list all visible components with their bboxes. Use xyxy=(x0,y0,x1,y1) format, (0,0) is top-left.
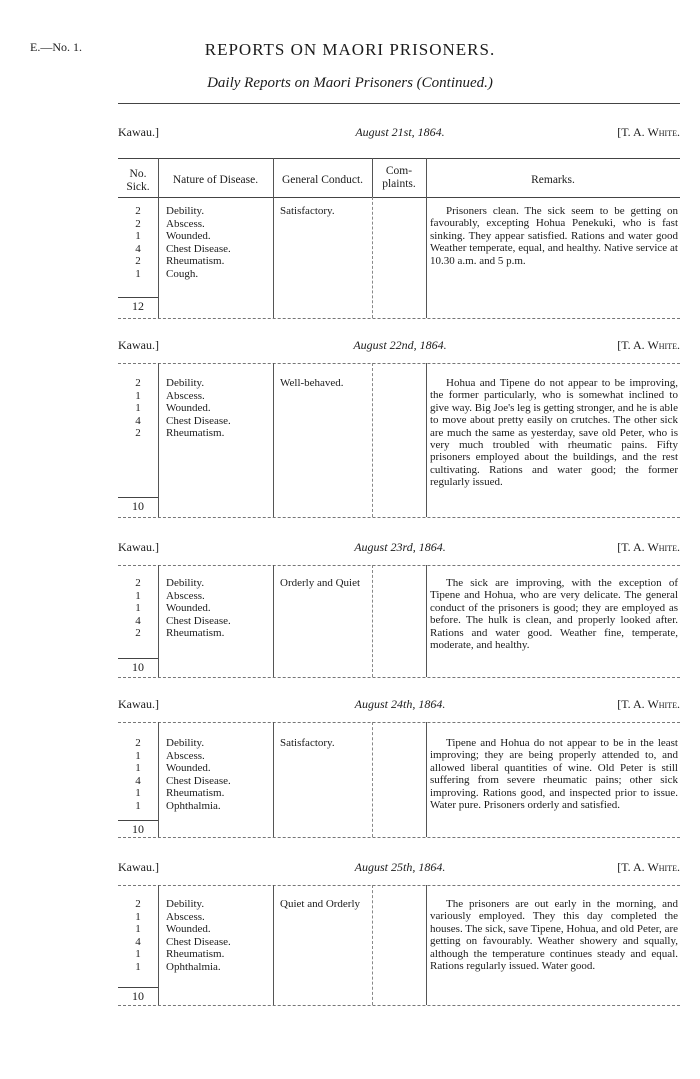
column-divider xyxy=(273,197,274,318)
total-sick-cell: 12 xyxy=(132,299,144,313)
total-rule xyxy=(118,820,158,821)
total-rule xyxy=(118,658,158,659)
page-reference: E.—No. 1. xyxy=(30,40,82,54)
disease-cell: Ophthalmia. xyxy=(166,800,221,812)
disease-cell: Rheumatism. xyxy=(166,948,225,961)
column-divider xyxy=(158,722,159,837)
report-place: Kawau.] xyxy=(118,860,159,874)
disease-cell: Debility. xyxy=(166,377,205,389)
column-divider xyxy=(426,722,427,837)
disease-cell: Rheumatism. xyxy=(166,255,225,268)
column-divider xyxy=(158,565,159,677)
sick-count-cell: 2 xyxy=(135,898,141,910)
report-bottom-rule xyxy=(118,1005,680,1006)
total-sick-cell: 10 xyxy=(132,660,144,674)
column-divider xyxy=(158,885,159,1005)
column-divider xyxy=(426,565,427,677)
remarks-cell: Tipene and Hohua do not appear to be in the least improving; they are being properly attended to, and allowed liberal quantities of wine. Old Peter is still suffering from severe rheumatic pains; other sick improving. Rations good, and inspected prior to issue. Water pure. Prisoners orderly and satisfied. xyxy=(430,737,678,812)
header-column-divider xyxy=(273,158,274,197)
report-place: Kawau.] xyxy=(118,697,159,711)
disease-cell: Abscess. xyxy=(166,217,205,230)
column-divider xyxy=(158,363,159,517)
disease-cell: Chest Disease. xyxy=(166,614,231,627)
column-header-complaints: Com- plaints. xyxy=(382,165,416,190)
disease-cell: Abscess. xyxy=(166,910,205,923)
report-officer: [T. A. White. xyxy=(617,860,680,874)
header-column-divider xyxy=(158,158,159,197)
disease-cell: Rheumatism. xyxy=(166,427,225,440)
disease-cell: Rheumatism. xyxy=(166,627,225,640)
sick-count-cell: 1 xyxy=(135,230,141,243)
column-header-conduct: General Conduct. xyxy=(281,174,364,186)
sick-count-cell: 4 xyxy=(135,774,141,787)
column-divider xyxy=(372,363,373,517)
sick-count-cell: 1 xyxy=(135,961,141,973)
page-title: REPORTS ON MAORI PRISONERS. xyxy=(204,40,496,59)
sick-count-cell: 1 xyxy=(135,762,141,775)
remarks-cell: Prisoners clean. The sick seem to be getting on favourably, excepting Hohua Penekuki, who is fast sinking. They appear satisfied. Rations and water good Weather temperate, equal, and healthy. Native service at 10.30 a.m. and 5 p.m. xyxy=(430,205,678,267)
report-place: Kawau.] xyxy=(118,125,159,139)
disease-cell: Wounded. xyxy=(166,923,211,936)
report-officer: [T. A. White. xyxy=(617,338,680,352)
sick-count-cell: 2 xyxy=(135,205,141,217)
report-officer: [T. A. White. xyxy=(617,125,680,139)
sick-count-cell: 1 xyxy=(135,602,141,615)
column-divider xyxy=(372,885,373,1005)
disease-cell: Chest Disease. xyxy=(166,414,231,427)
remarks-cell: The prisoners are out early in the morning, and variously employed. They this day completed the houses. The sick, save Tipene, Hohua, and old Peter, are getting on favourably. Weather showery and squally, although the temperature continues steady and equal. Rations regularly issued. Water good. xyxy=(430,898,678,973)
column-header-remarks: Remarks. xyxy=(531,174,575,186)
total-rule xyxy=(118,497,158,498)
disease-cell: Wounded. xyxy=(166,762,211,775)
report-date: August 22nd, 1864. xyxy=(353,338,447,352)
sick-count-cell: 2 xyxy=(135,255,141,268)
conduct-cell: Orderly and Quiet xyxy=(280,577,361,589)
sick-count-cell: 2 xyxy=(135,217,141,230)
disease-cell: Debility. xyxy=(166,205,205,217)
disease-cell: Debility. xyxy=(166,577,205,589)
conduct-cell: Satisfactory. xyxy=(280,205,335,217)
page-subtitle: Daily Reports on Maori Prisoners (Continued.) xyxy=(207,75,493,91)
report-place: Kawau.] xyxy=(118,338,159,352)
sick-count-cell: 2 xyxy=(135,427,141,440)
table-header-bottom-rule xyxy=(118,197,680,198)
title-rule xyxy=(118,103,680,104)
header-column-divider xyxy=(426,158,427,197)
report-top-rule xyxy=(118,722,680,723)
conduct-cell: Well-behaved. xyxy=(280,377,344,389)
sick-count-cell: 1 xyxy=(135,749,141,762)
disease-cell: Chest Disease. xyxy=(166,774,231,787)
sick-count-cell: 1 xyxy=(135,910,141,923)
conduct-cell: Satisfactory. xyxy=(280,737,335,749)
disease-cell: Rheumatism. xyxy=(166,787,225,800)
column-divider xyxy=(158,197,159,318)
disease-cell: Ophthalmia. xyxy=(166,961,221,973)
column-divider xyxy=(372,197,373,318)
column-divider xyxy=(273,565,274,677)
sick-count-cell: 2 xyxy=(135,737,141,749)
disease-cell: Abscess. xyxy=(166,389,205,402)
sick-count-cell: 1 xyxy=(135,268,141,280)
sick-count-cell: 4 xyxy=(135,614,141,627)
sick-count-cell: 1 xyxy=(135,948,141,961)
disease-cell: Cough. xyxy=(166,268,199,280)
column-header-no-sick: No. Sick. xyxy=(126,168,150,193)
column-divider xyxy=(372,722,373,837)
total-sick-cell: 10 xyxy=(132,989,144,1003)
sick-count-cell: 4 xyxy=(135,414,141,427)
column-divider xyxy=(426,363,427,517)
column-divider xyxy=(273,885,274,1005)
total-sick-cell: 10 xyxy=(132,499,144,513)
remarks-cell: Hohua and Tipene do not appear to be improving, the former particularly, who is somewhat inclined to give way. Big Joe's leg is getting stronger, and he is able to move about pretty easily on crutches. The other sick are much the same as yesterday, save old Peter, who is very much troubled with rheumatic pains. Fifty prisoners employed about the buildings, and the rest cultivating. Rations and water good; the former regularly issued. xyxy=(430,377,678,489)
report-bottom-rule xyxy=(118,517,680,518)
column-header-disease: Nature of Disease. xyxy=(172,174,259,186)
column-divider xyxy=(273,363,274,517)
sick-count-cell: 2 xyxy=(135,377,141,389)
report-date: August 24th, 1864. xyxy=(354,697,446,711)
report-date: August 21st, 1864. xyxy=(355,125,445,139)
report-bottom-rule xyxy=(118,677,680,678)
total-rule xyxy=(118,297,158,298)
sick-count-cell: 1 xyxy=(135,923,141,936)
remarks-cell: The sick are improving, with the exception of Tipene and Hohua, who are very delicate. The general conduct of the prisoners is good; they are employed as before. The hulk is clean, and properly looked after. Rations and water good. Weather fine, temperate, moderate, and healthy. xyxy=(430,577,678,652)
conduct-cell: Quiet and Orderly xyxy=(280,898,361,910)
column-divider xyxy=(426,885,427,1005)
total-rule xyxy=(118,987,158,988)
report-officer: [T. A. White. xyxy=(617,540,680,554)
disease-cell: Abscess. xyxy=(166,749,205,762)
report-bottom-rule xyxy=(118,837,680,838)
disease-cell: Chest Disease. xyxy=(166,242,231,255)
disease-cell: Wounded. xyxy=(166,602,211,615)
report-officer: [T. A. White. xyxy=(617,697,680,711)
column-divider xyxy=(426,197,427,318)
disease-cell: Debility. xyxy=(166,737,205,749)
total-sick-cell: 10 xyxy=(132,822,144,836)
column-divider xyxy=(273,722,274,837)
sick-count-cell: 2 xyxy=(135,577,141,589)
sick-count-cell: 2 xyxy=(135,627,141,640)
disease-cell: Debility. xyxy=(166,898,205,910)
header-column-divider xyxy=(372,158,373,197)
report-date: August 23rd, 1864. xyxy=(354,540,446,554)
report-date: August 25th, 1864. xyxy=(354,860,446,874)
report-top-rule xyxy=(118,565,680,566)
sick-count-cell: 4 xyxy=(135,935,141,948)
report-place: Kawau.] xyxy=(118,540,159,554)
table-header-top-rule xyxy=(118,158,680,159)
report-bottom-rule xyxy=(118,318,680,319)
sick-count-cell: 1 xyxy=(135,787,141,800)
sick-count-cell: 1 xyxy=(135,800,141,812)
disease-cell: Wounded. xyxy=(166,402,211,415)
sick-count-cell: 4 xyxy=(135,242,141,255)
disease-cell: Abscess. xyxy=(166,589,205,602)
column-divider xyxy=(372,565,373,677)
report-top-rule xyxy=(118,885,680,886)
sick-count-cell: 1 xyxy=(135,402,141,415)
report-top-rule xyxy=(118,363,680,364)
disease-cell: Chest Disease. xyxy=(166,935,231,948)
disease-cell: Wounded. xyxy=(166,230,211,243)
sick-count-cell: 1 xyxy=(135,389,141,402)
sick-count-cell: 1 xyxy=(135,589,141,602)
